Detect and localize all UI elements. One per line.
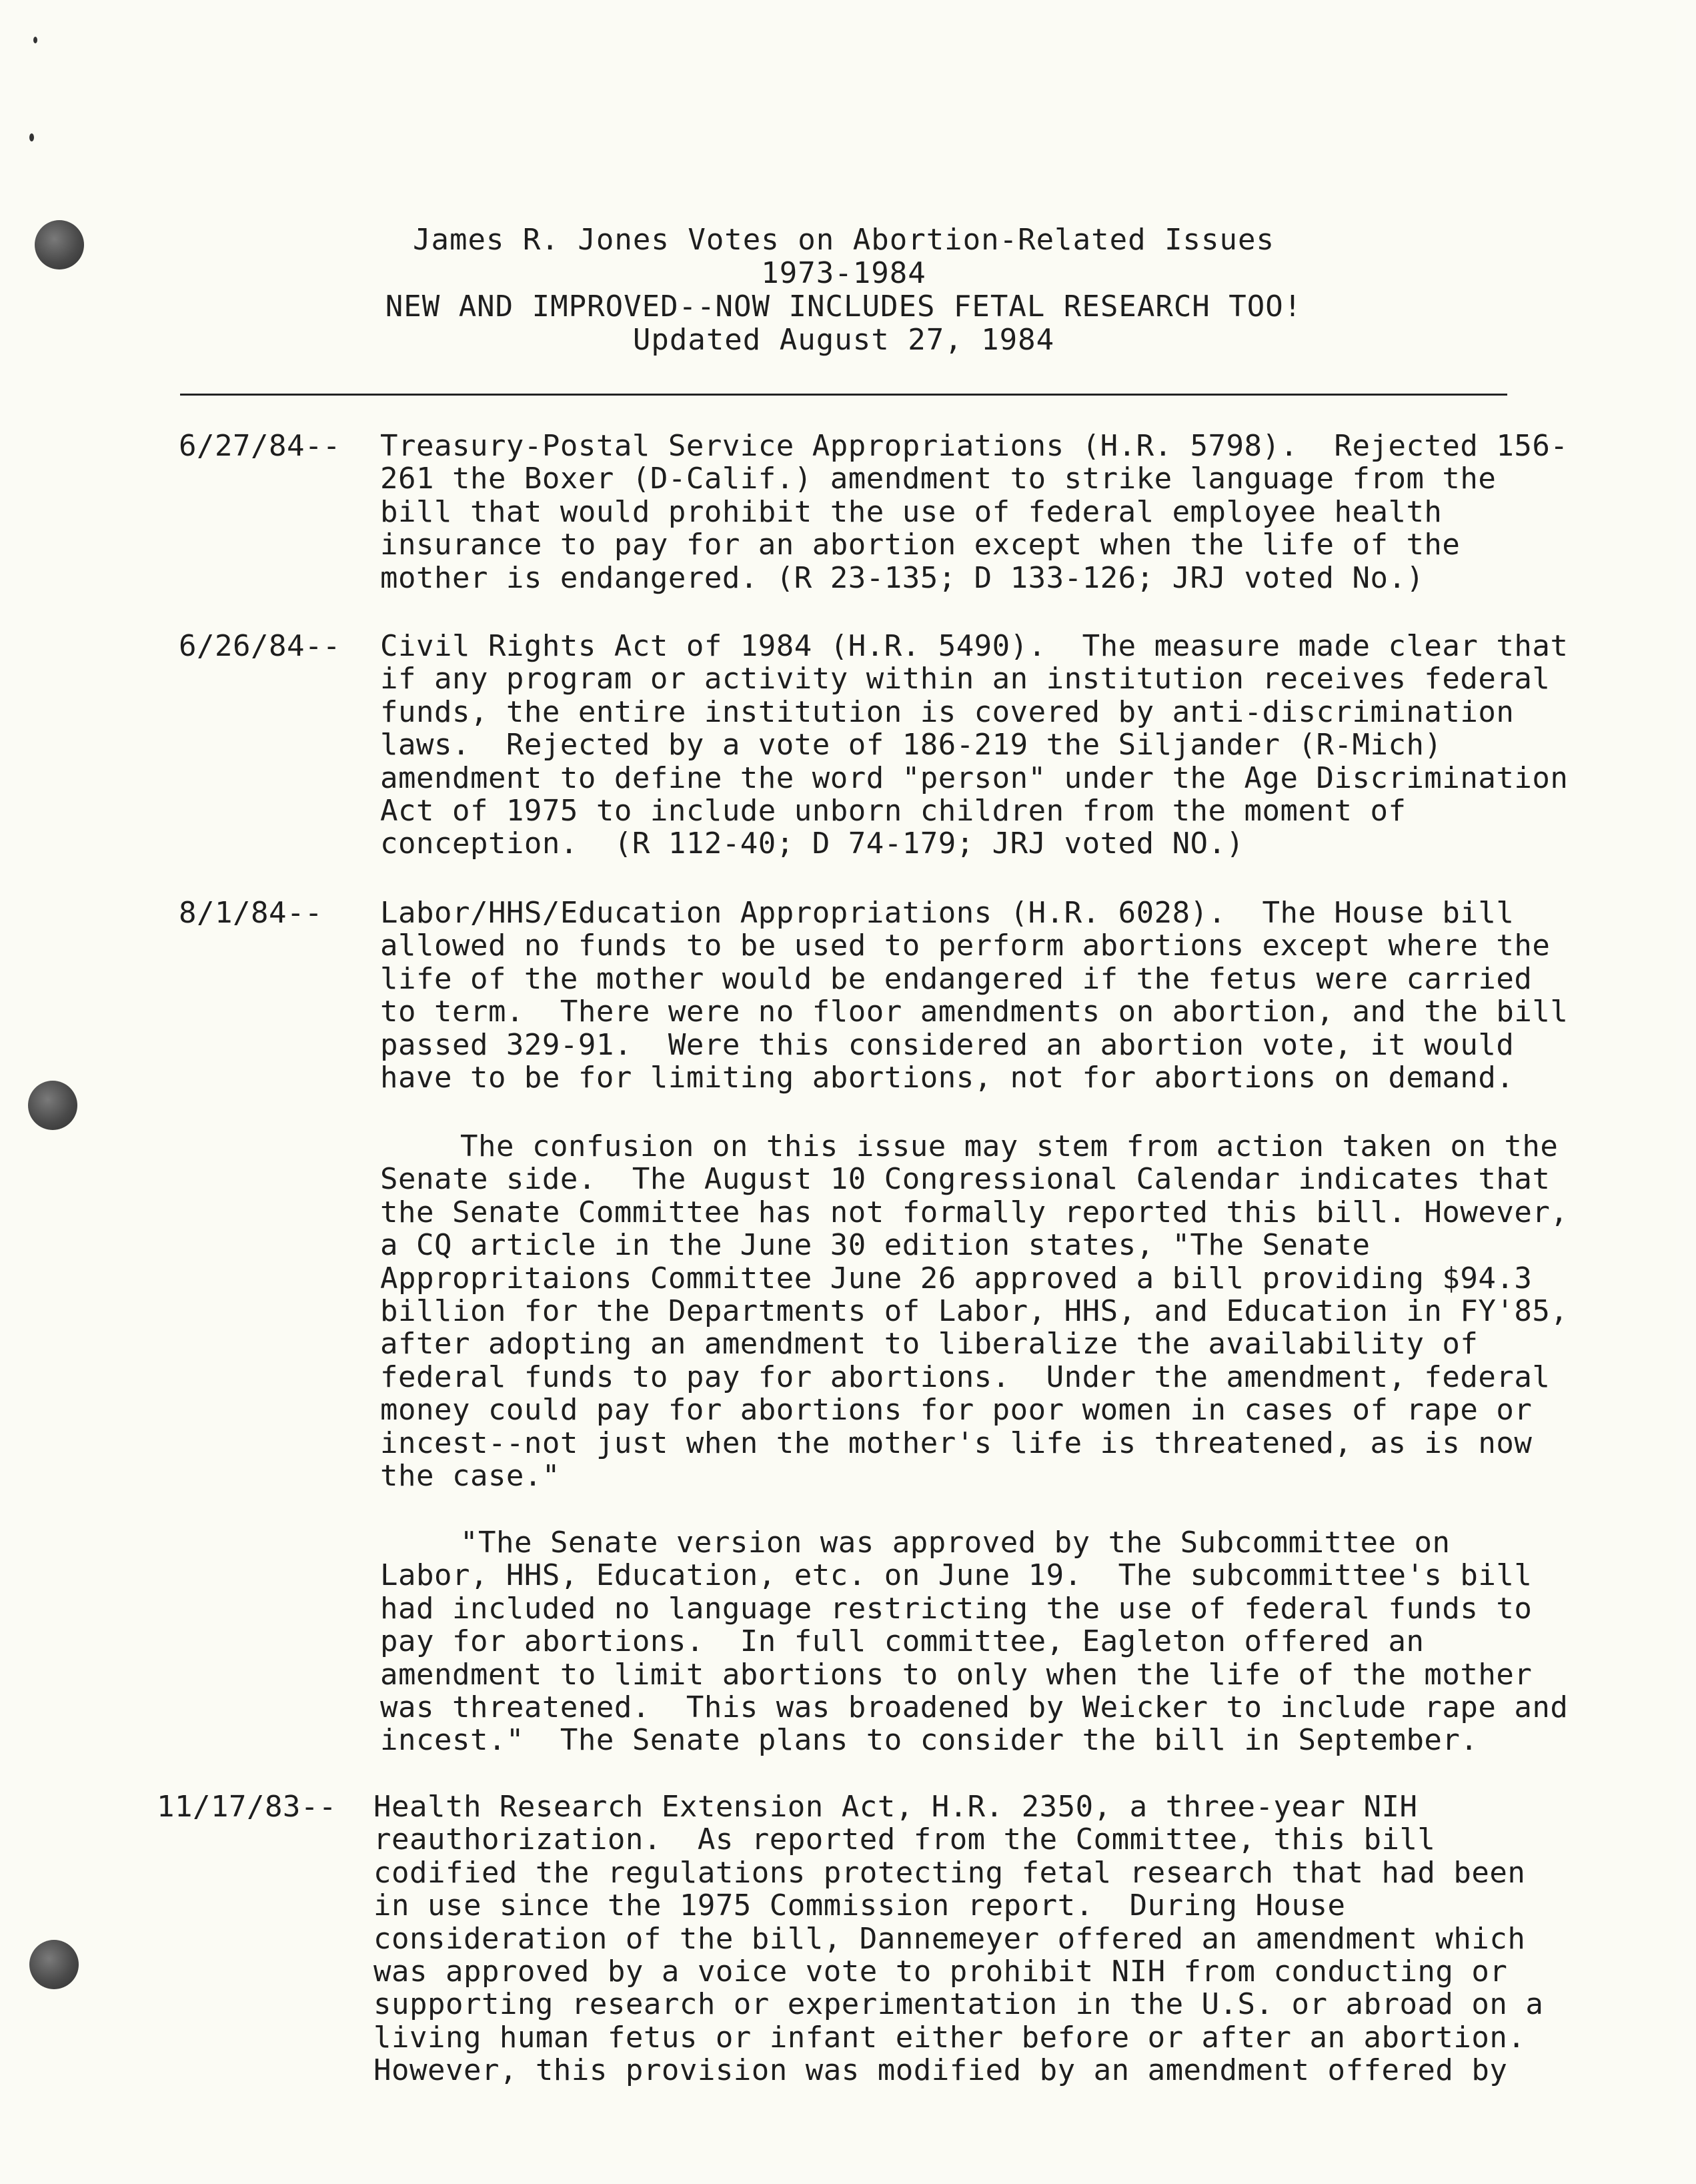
- entry-text: [380, 896, 1569, 1095]
- entry-line: was approved by a voice vote to prohibit NIH from conducting or: [373, 1954, 1508, 1989]
- entry-line: living human fetus or infant either before or after an abortion.: [373, 2020, 1526, 2055]
- paragraph-line: after adopting an amendment to liberalize the availability of: [380, 1327, 1479, 1361]
- entry-line: life of the mother would be endangered if the fetus were carried: [380, 961, 1533, 996]
- entry-date: 6/26/84--: [179, 629, 341, 663]
- entry-line: 261 the Boxer (D-Calif.) amendment to strike language from the: [380, 462, 1497, 496]
- entry-line: to term. There were no floor amendments on abortion, and the bill: [380, 995, 1569, 1029]
- binder-hole-top: [35, 220, 84, 269]
- entry-date: 8/1/84--: [179, 896, 323, 930]
- explanation-paragraph-body: [380, 1162, 1569, 1493]
- header-divider: [180, 394, 1507, 396]
- entry-date: 11/17/83--: [157, 1790, 337, 1824]
- paragraph-first-line: The confusion on this issue may stem from action taken on the: [460, 1129, 1559, 1163]
- paragraph-line: federal funds to pay for abortions. Under the amendment, federal: [380, 1359, 1551, 1394]
- entry-line: if any program or activity within an institution receives federal: [380, 662, 1551, 696]
- entry-line: bill that would prohibit the use of federal employee health: [380, 494, 1443, 529]
- paragraph-line: incest." The Senate plans to consider the bill in September.: [380, 1723, 1479, 1758]
- binder-hole-bottom: [29, 1940, 79, 1989]
- explanation-paragraph: [460, 1130, 1594, 1163]
- entry-line: reauthorization. As reported from the Committee, this bill: [373, 1822, 1436, 1857]
- entry-line: amendment to define the word "person" under the Age Discrimination: [380, 760, 1569, 795]
- scan-speck: [29, 133, 34, 141]
- document-years: 1973-1984: [761, 256, 926, 290]
- quoted-paragraph-body: [380, 1558, 1569, 1758]
- paragraph-line: the case.": [380, 1458, 560, 1493]
- paragraph-line: Appropritaions Committee June 26 approved a bill providing $94.3: [380, 1261, 1533, 1295]
- entry-line: consideration of the bill, Dannemeyer offered an amendment which: [373, 1921, 1526, 1956]
- entry-text: [373, 1790, 1544, 2088]
- entry-line: Civil Rights Act of 1984 (H.R. 5490). The measure made clear that: [380, 629, 1569, 663]
- entry-line: Labor/HHS/Education Appropriations (H.R. 6028). The House bill: [380, 896, 1515, 930]
- paragraph-line: had included no language restricting the use of federal funds to: [380, 1591, 1533, 1626]
- paragraph-line: Senate side. The August 10 Congressional Calendar indicates that: [380, 1162, 1551, 1197]
- entry-line: have to be for limiting abortions, not for abortions on demand.: [380, 1060, 1515, 1095]
- entry-date: 6/27/84--: [179, 429, 341, 463]
- binder-hole-middle: [28, 1081, 77, 1130]
- paragraph-line: money could pay for abortions for poor women in cases of rape or: [380, 1393, 1533, 1428]
- entry-line: laws. Rejected by a vote of 186-219 the Siljander (R-Mich): [380, 728, 1443, 762]
- paragraph-line: Labor, HHS, Education, etc. on June 19. The subcommittee's bill: [380, 1558, 1533, 1593]
- document-tagline: NEW AND IMPROVED--NOW INCLUDES FETAL RESEARCH TOO!: [385, 290, 1303, 324]
- document-updated: Updated August 27, 1984: [632, 323, 1055, 357]
- entry-line: in use since the 1975 Commission report. During House: [373, 1888, 1346, 1923]
- entry-line: insurance to pay for an abortion except when the life of the: [380, 528, 1461, 562]
- entry-line: Act of 1975 to include unborn children from the moment of: [380, 793, 1407, 828]
- entry-line: allowed no funds to be used to perform abortions except where the: [380, 929, 1551, 963]
- entry-line: Treasury-Postal Service Appropriations (H.R. 5798). Rejected 156-: [380, 429, 1569, 463]
- entry-text: [380, 429, 1569, 595]
- document-header: [180, 223, 1507, 357]
- entry-line: passed 329-91. Were this considered an abortion vote, it would: [380, 1027, 1515, 1062]
- quoted-paragraph: [460, 1526, 1594, 1559]
- entry-line: conception. (R 112-40; D 74-179; JRJ voted NO.): [380, 827, 1244, 861]
- entry-line: funds, the entire institution is covered by anti-discrimination: [380, 694, 1515, 729]
- paragraph-line: was threatened. This was broadened by Weicker to include rape and: [380, 1690, 1569, 1724]
- paragraph-line: pay for abortions. In full committee, Eagleton offered an: [380, 1624, 1425, 1659]
- paragraph-line: a CQ article in the June 30 edition states, "The Senate: [380, 1228, 1371, 1263]
- entry-line: Health Research Extension Act, H.R. 2350, a three-year NIH: [373, 1790, 1418, 1824]
- entry-line: mother is endangered. (R 23-135; D 133-126; JRJ voted No.): [380, 560, 1425, 595]
- paragraph-line: amendment to limit abortions to only when the life of the mother: [380, 1657, 1533, 1692]
- document-title: James R. Jones Votes on Abortion-Related Issues: [412, 223, 1275, 257]
- paragraph-line: incest--not just when the mother's life is threatened, as is now: [380, 1426, 1533, 1460]
- paragraph-line: the Senate Committee has not formally reported this bill. However,: [380, 1195, 1569, 1229]
- entry-text: [380, 629, 1569, 861]
- paragraph-first-line: "The Senate version was approved by the Subcommittee on: [460, 1526, 1451, 1560]
- scan-speck: [33, 37, 37, 43]
- paragraph-line: billion for the Departments of Labor, HHS, and Education in FY'85,: [380, 1293, 1569, 1328]
- entry-line: However, this provision was modified by an amendment offered by: [373, 2053, 1508, 2088]
- entry-line: supporting research or experimentation in the U.S. or abroad on a: [373, 1987, 1544, 2022]
- entry-line: codified the regulations protecting fetal research that had been: [373, 1855, 1526, 1890]
